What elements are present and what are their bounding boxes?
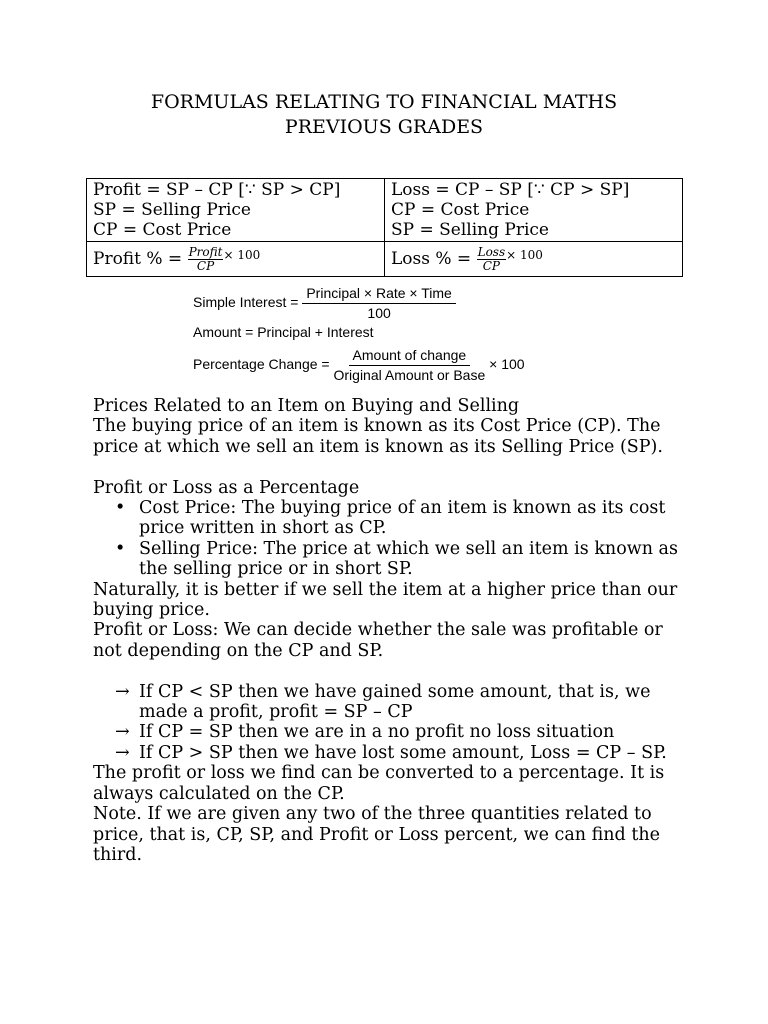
bullet-icon: •	[115, 538, 126, 559]
section-heading: Profit or Loss as a Percentage	[93, 477, 360, 498]
percentage-change-label: Percentage Change =	[193, 356, 330, 373]
profit-formula: Profit = SP – CP [∵ SP > CP]	[93, 180, 341, 200]
section-heading: Prices Related to an Item on Buying and Selling	[93, 396, 520, 416]
fraction-numerator: Amount of change	[349, 346, 471, 366]
list-item: → If CP > SP then we have lost some amount, Loss = CP – SP.	[115, 742, 667, 763]
bullet-list	[93, 498, 683, 580]
arrow-right-icon: →	[115, 722, 130, 743]
cp-definition: CP = Cost Price	[93, 220, 232, 240]
profit-percent-fraction	[188, 246, 224, 273]
profit-percent-label: Profit % =	[93, 249, 183, 269]
fraction-numerator: Principal × Rate × Time	[302, 284, 456, 304]
fraction-denominator: Original Amount or Base	[333, 367, 486, 383]
arrow-list	[93, 682, 683, 764]
loss-definitions-cell	[385, 179, 683, 242]
paragraph: The profit or loss we find can be converted to a percentage. It is always calculated on the CP.	[93, 763, 665, 804]
fraction-denominator: CP	[196, 259, 215, 273]
multiplier: × 100	[489, 356, 525, 373]
multiplier: × 100	[223, 248, 261, 262]
note-paragraph: Note. If we are given any two of the three quantities related to price, that is, CP, SP, and Profit or Loss percent, we can find the third.	[93, 804, 660, 865]
arrow-right-icon: →	[115, 681, 130, 702]
loss-formula: Loss = CP – SP [∵ CP > SP]	[391, 180, 630, 200]
paragraph: Naturally, it is better if we sell the item at a higher price than our buying price.	[93, 579, 678, 621]
list-item: → If CP = SP then we are in a no profit no loss situation	[115, 722, 615, 743]
title-line-2: PREVIOUS GRADES	[284, 116, 484, 138]
list-item: → If CP < SP then we have gained some amount, that is, we made a profit, profit = SP – CP	[115, 681, 651, 723]
fraction-numerator: Loss	[477, 245, 506, 259]
fraction-denominator: 100	[367, 305, 391, 321]
table-row	[87, 242, 683, 277]
paragraph: Profit or Loss: We can decide whether the sale was profitable or not depending on the CP and SP.	[93, 620, 663, 661]
profit-definitions-cell	[87, 179, 385, 242]
loss-percent-fraction	[477, 246, 507, 273]
sp-definition: SP = Selling Price	[391, 220, 549, 240]
profit-loss-table	[86, 178, 683, 277]
bullet-icon: •	[115, 498, 126, 519]
simple-interest-fraction	[302, 284, 456, 323]
table-row	[87, 179, 683, 242]
sp-definition: SP = Selling Price	[93, 200, 251, 220]
percentage-change-fraction	[334, 346, 486, 385]
percentage-change-formula	[193, 346, 525, 385]
document-body	[93, 396, 683, 865]
profit-percent-cell	[87, 242, 385, 277]
simple-interest-formula	[193, 284, 456, 323]
arrow-right-icon: →	[115, 742, 130, 763]
fraction-denominator: CP	[482, 259, 500, 273]
simple-interest-label: Simple Interest =	[193, 294, 299, 311]
cp-definition: CP = Cost Price	[391, 200, 530, 220]
list-item: • Selling Price: The price at which we sell an item is known as the selling price or in short SP.	[115, 538, 678, 580]
loss-percent-cell	[385, 242, 683, 277]
multiplier: × 100	[506, 248, 543, 262]
amount-formula: Amount = Principal + Interest	[193, 324, 374, 340]
list-item: • Cost Price: The buying price of an item is known as its cost price written in short as CP.	[115, 498, 666, 539]
document-title	[0, 90, 768, 140]
title-line-1: FORMULAS RELATING TO FINANCIAL MATHS	[150, 91, 618, 113]
loss-percent-label: Loss % =	[391, 249, 472, 269]
paragraph: The buying price of an item is known as its Cost Price (CP). The price at which we sell an item is known as its Selling Price (SP).	[93, 416, 663, 457]
fraction-numerator: Profit	[188, 245, 223, 259]
